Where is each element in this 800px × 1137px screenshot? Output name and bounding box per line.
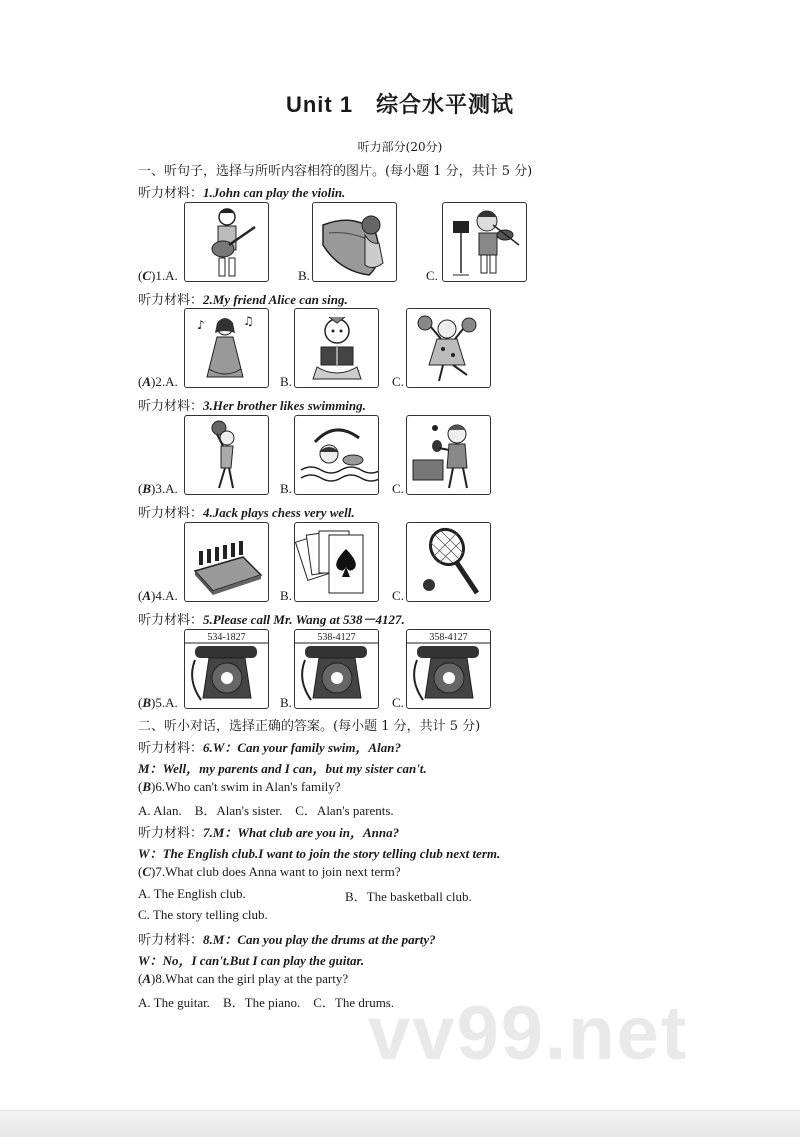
section2-heading: 二、听小对话，选择正确的答案。(每小题 1 分，共计 5 分) — [138, 719, 481, 734]
answer-letter: B — [142, 695, 152, 710]
question-text: 7.What club does Anna want to join next term? — [155, 864, 401, 879]
q5-material — [138, 609, 405, 628]
svg-text:♫: ♫ — [243, 314, 254, 328]
option-a-label: 1.A. — [155, 268, 178, 283]
answer-letter: B — [142, 481, 152, 496]
svg-text:♪: ♪ — [197, 318, 205, 332]
page-title: Unit 1 综合水平测试 — [285, 92, 515, 117]
material-prefix: 听力材料： — [138, 506, 204, 521]
girl-dancing-icon — [406, 308, 491, 388]
q1-options — [138, 202, 558, 286]
q1-number: (C)1.A. — [138, 268, 178, 283]
telephone-icon — [184, 629, 269, 709]
answer-letter: A — [142, 588, 152, 603]
chess-board-icon — [184, 522, 269, 602]
q3-options — [138, 415, 558, 499]
q5-options — [138, 629, 558, 713]
harp-girl-icon — [312, 202, 397, 282]
option-c-label: C. — [392, 695, 404, 710]
q3-material — [138, 395, 366, 414]
option-c-label: C. — [426, 268, 438, 283]
material-text: 5.Please call Mr. Wang at 538－4127. — [203, 612, 405, 627]
material-text: 2.My friend Alice can sing. — [203, 292, 348, 307]
telephone-icon — [406, 629, 491, 709]
material-prefix: 听力材料： — [138, 826, 204, 841]
boy-swimming-icon — [294, 415, 379, 495]
phone-number-label: 358-4127 — [429, 632, 468, 643]
option-b-label: B. — [280, 481, 292, 496]
q2-number: (A)2.A. — [138, 374, 178, 389]
option-a-label: 4.A. — [155, 588, 178, 603]
q2-material — [138, 289, 348, 308]
option-b-label: B. — [280, 588, 292, 603]
dialog-text: The English club.I want to join the story telling club next term. — [162, 846, 501, 861]
speaker: W： — [138, 846, 163, 861]
dialog-text: No，I can't.But I can play the guitar. — [162, 953, 365, 968]
option-a-label: 3.A. — [155, 481, 178, 496]
option-b-label: B. — [280, 695, 292, 710]
section1-heading: 一、听句子，选择与所听内容相符的图片。(每小题 1 分，共计 5 分) — [138, 164, 533, 179]
speaker: W： — [138, 953, 163, 968]
material-prefix: 听力材料： — [138, 399, 204, 414]
boy-ping-pong-icon — [406, 415, 491, 495]
answer-letter: A — [142, 971, 152, 986]
material-prefix: 听力材料： — [138, 933, 204, 948]
q4-number: (A)4.A. — [138, 588, 178, 603]
speaker: 8.M： — [203, 932, 238, 947]
q8-dialog-line2 — [138, 950, 364, 969]
answer-letter: B — [142, 779, 152, 794]
q8-dialog-line1 — [138, 929, 436, 948]
answer-letter: C — [142, 864, 152, 879]
dialog-text: Can you play the drums at the party? — [237, 932, 436, 947]
speaker: 6.W： — [203, 740, 238, 755]
listening-subtitle: 听力部分(20分) — [357, 140, 443, 154]
q4-options — [138, 522, 558, 606]
page-bottom-edge — [0, 1110, 800, 1137]
option-c-label: C. — [392, 374, 404, 389]
dialog-text: What club are you in，Anna? — [237, 825, 400, 840]
material-text: 1.John can play the violin. — [203, 185, 346, 200]
speaker: 7.M： — [203, 825, 238, 840]
telephone-icon — [294, 629, 379, 709]
dialog-text: Can your family swim，Alan? — [237, 740, 401, 755]
q6-question: (B)6.Who can't swim in Alan's family? — [138, 779, 341, 794]
option-b-label: B. — [280, 374, 292, 389]
playing-cards-icon — [294, 522, 379, 602]
material-text: 4.Jack plays chess very well. — [203, 505, 355, 520]
q2-options — [138, 308, 558, 392]
q7-option-a: A. The English club. — [138, 886, 246, 901]
material-prefix: 听力材料： — [138, 741, 204, 756]
option-c-label: C. — [392, 481, 404, 496]
option-a-label: 2.A. — [155, 374, 178, 389]
q1-material — [138, 182, 345, 201]
option-a-label: 5.A. — [155, 695, 178, 710]
material-prefix: 听力材料： — [138, 613, 204, 628]
option-c-label: C. — [392, 588, 404, 603]
q6-dialog-line1 — [138, 737, 401, 756]
q8-question: (A)8.What can the girl play at the party? — [138, 971, 349, 986]
question-text: 6.Who can't swim in Alan's family? — [155, 779, 341, 794]
q7-dialog-line2 — [138, 843, 500, 862]
material-prefix: 听力材料： — [138, 293, 204, 308]
q4-material — [138, 502, 355, 521]
watermark: vv99.net — [368, 991, 689, 1076]
option-b-label: B. — [298, 268, 310, 283]
speaker: M： — [138, 761, 163, 776]
dialog-text: Well，my parents and I can，but my sister can't. — [162, 761, 427, 776]
q5-number: (B)5.A. — [138, 695, 178, 710]
boy-guitar-icon — [184, 202, 269, 282]
boy-basketball-icon — [184, 415, 269, 495]
material-prefix: 听力材料： — [138, 186, 204, 201]
q7-dialog-line1 — [138, 822, 399, 841]
phone-number-label: 534-1827 — [207, 632, 246, 643]
girl-reading-icon — [294, 308, 379, 388]
q8-options: A. The guitar. B．The piano. C．The drums. — [138, 995, 395, 1010]
answer-letter: A — [142, 374, 152, 389]
tennis-racket-icon — [406, 522, 491, 602]
phone-number-label: 538-4127 — [317, 632, 356, 643]
q6-options: A. Alan. B．Alan's sister. C．Alan's parents. — [138, 803, 394, 818]
q3-number: (B)3.A. — [138, 481, 178, 496]
q6-dialog-line2 — [138, 758, 427, 777]
answer-letter: C — [142, 268, 152, 283]
boy-violin-icon — [442, 202, 527, 282]
q7-option-b: B．The basketball club. — [345, 889, 472, 904]
q7-question: (C)7.What club does Anna want to join next term? — [138, 864, 401, 879]
q7-option-c: C. The story telling club. — [138, 907, 268, 922]
question-text: 8.What can the girl play at the party? — [155, 971, 349, 986]
girl-singing-icon — [184, 308, 269, 388]
material-text: 3.Her brother likes swimming. — [203, 398, 366, 413]
